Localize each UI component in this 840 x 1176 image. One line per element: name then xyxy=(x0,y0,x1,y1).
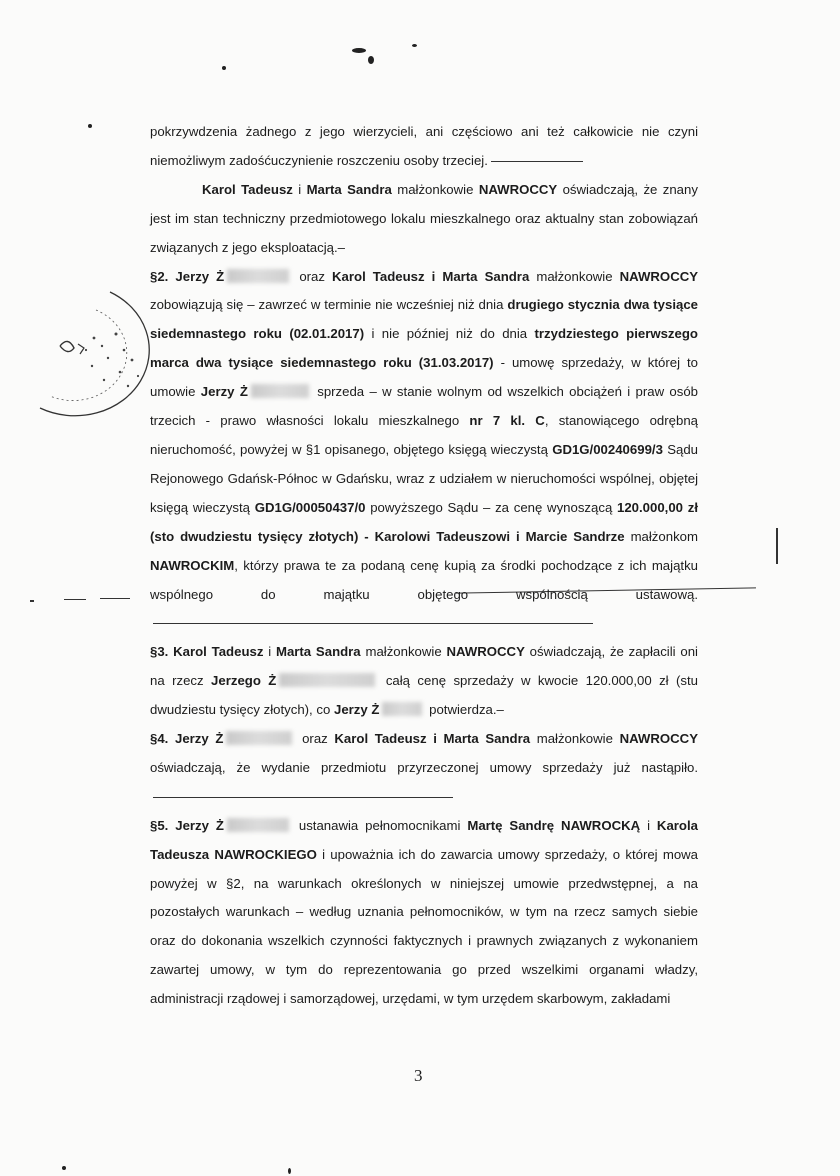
section-number: §3. xyxy=(150,644,169,660)
buyer-names: Karol Tadeusz i Marta Sandra xyxy=(334,731,531,747)
unit-number: nr 7 kl. C xyxy=(469,413,545,429)
buyer-surname: NAWROCCY xyxy=(446,644,525,660)
redacted-surname xyxy=(227,818,289,832)
scan-speck xyxy=(412,44,417,47)
redacted-surname xyxy=(279,673,375,687)
section-5 xyxy=(150,812,698,1014)
seller-name: Jerzy Ż xyxy=(175,268,225,284)
fill-line xyxy=(153,797,453,798)
land-register-number: GD1G/00240699/3 xyxy=(552,441,663,457)
text: i xyxy=(298,181,302,197)
text: potwierdza.– xyxy=(429,702,504,718)
redacted-surname xyxy=(226,731,292,745)
date-from: drugiego stycznia dwa tysiące siedemnastego roku (02.01.2017) xyxy=(150,297,698,342)
text: oraz xyxy=(302,731,328,747)
scan-speck xyxy=(352,48,366,53)
buyer-name: Marta Sandra xyxy=(306,181,392,197)
seal-stamp xyxy=(20,288,170,420)
scan-speck xyxy=(368,56,374,64)
margin-dash xyxy=(100,598,130,599)
seller-name: Jerzy Ż xyxy=(175,817,224,833)
section-number: §5. xyxy=(150,817,169,833)
seller-name: Jerzego Ż xyxy=(211,673,277,689)
buyer-name: Marta Sandra xyxy=(275,644,361,660)
seller-name: Jerzy Ż xyxy=(175,731,224,747)
text: , którzy prawa te za podaną cenę kupią za środki pochodzące z ich majątku wspólnego do majątku objętego wspólnością ustawową. xyxy=(150,557,698,602)
buyer-name: Karol Tadeusz xyxy=(202,181,293,197)
text: całą cenę sprzedaży w kwocie 120.000,00 zł (stu dwudziestu tysięcy złotych), co xyxy=(150,673,699,718)
text: oświadczają, że wydanie przedmiotu przyrzeczonej umowy sprzedaży już nastąpiło. xyxy=(150,759,698,775)
text: pokrzywdzenia żadnego z jego wierzycieli, ani częściowo ani też całkowicie nie czyni niemożliwym zadośćuczynienie roszczeniu osoby trzeciej. xyxy=(150,124,698,168)
margin-mark xyxy=(776,528,778,564)
attorney-name: Karola Tadeusza NAWROCKIEGO xyxy=(150,817,698,862)
redacted-surname xyxy=(382,702,422,716)
text: , stanowiącego odrębną nieruchomość, powyżej w §1 opisanego, objętego księgą wieczystą xyxy=(150,413,698,457)
text: małżonkowie xyxy=(397,181,474,197)
scan-speck xyxy=(222,66,226,70)
buyer-names: Karol Tadeusz i Marta Sandra xyxy=(332,268,530,284)
scan-speck xyxy=(62,1166,66,1170)
text: oraz xyxy=(299,268,325,284)
scan-speck xyxy=(288,1168,291,1174)
text: małżonkowie xyxy=(536,268,613,284)
text: zobowiązują się – zawrzeć w terminie nie wcześniej niż dnia xyxy=(150,297,504,313)
text: i upoważnia ich do zawarcia umowy sprzedaży, o której mowa powyżej w §2, na warunkach określonych w niniejszej umowie przedwstępnej, a na pozostałych warunkach – według uznania pełnomocników, w tym na rzecz samych siebie oraz do dokonania wszelkich czynności faktycznych i prawnych związanych z wykonaniem zawartej umowy, w tym do reprezentowania go przed wszelkimi organami władzy, administracji rządowej i samorządowej, urzędami, w tym urzędem skarbowym, zakładami xyxy=(150,846,699,1007)
scan-speck xyxy=(88,124,92,128)
text: Sądu Rejonowego Gdańsk-Północ w Gdańsku, wraz z udziałem w nieruchomości wspólnej, objętej księgą wieczystą xyxy=(150,441,698,515)
document-body xyxy=(150,118,698,1014)
section-number: §4. xyxy=(150,731,169,747)
text: małżonkowie xyxy=(536,731,613,747)
section-2 xyxy=(150,263,698,639)
buyer-surname: NAWROCCY xyxy=(478,181,558,197)
paragraph-intro xyxy=(150,118,698,176)
text: małżonkom xyxy=(630,528,698,544)
margin-dash xyxy=(64,599,86,600)
date-to: trzydziestego pierwszego marca dwa tysiące siedemnastego roku (31.03.2017) xyxy=(150,326,698,371)
redacted-surname xyxy=(251,384,309,398)
text: i nie później niż do dnia xyxy=(371,326,528,342)
fill-line xyxy=(491,161,583,162)
margin-dash xyxy=(30,600,34,602)
page-number: 3 xyxy=(414,1066,423,1085)
text: oświadczają, że znany jest im stan techniczny przedmiotowego lokalu mieszkalnego oraz aktualny stan zobowiązań związanych z jego eksploatacją.– xyxy=(150,181,698,255)
section-4 xyxy=(150,725,698,812)
buyer-name: Karol Tadeusz xyxy=(173,644,264,660)
seller-name: Jerzy Ż xyxy=(333,702,380,718)
redacted-surname xyxy=(227,269,289,283)
buyer-surname: NAWROCKIM xyxy=(150,557,235,573)
text: oświadczają, że zapłacili oni na rzecz xyxy=(150,644,698,689)
paragraph-declaration xyxy=(150,176,698,263)
buyer-surname: NAWROCCY xyxy=(619,731,698,747)
text: sprzeda – w stanie wolnym od wszelkich obciążeń i praw osób trzecich - prawo własności lokalu mieszkalnego xyxy=(150,384,699,429)
attorney-name: Martę Sandrę NAWROCKĄ xyxy=(467,817,641,833)
section-3 xyxy=(150,638,698,725)
text: ustanawia pełnomocnikami xyxy=(298,817,461,833)
text: i xyxy=(647,817,651,833)
land-register-number: GD1G/00050437/0 xyxy=(254,499,366,515)
fill-line xyxy=(153,623,593,624)
price: 120.000,00 zł (sto dwudziestu tysięcy złotych) - Karolowi Tadeuszowi i Marcie Sandrze xyxy=(150,499,698,544)
buyer-surname: NAWROCCY xyxy=(619,268,699,284)
seller-name: Jerzy Ż xyxy=(200,384,248,400)
text: powyższego Sądu – za cenę wynoszącą xyxy=(370,499,613,515)
text: - umowę sprzedaży, w której to umowie xyxy=(150,355,698,400)
text: i xyxy=(268,644,272,660)
section-number: §2. xyxy=(150,268,169,284)
text: małżonkowie xyxy=(365,644,442,660)
